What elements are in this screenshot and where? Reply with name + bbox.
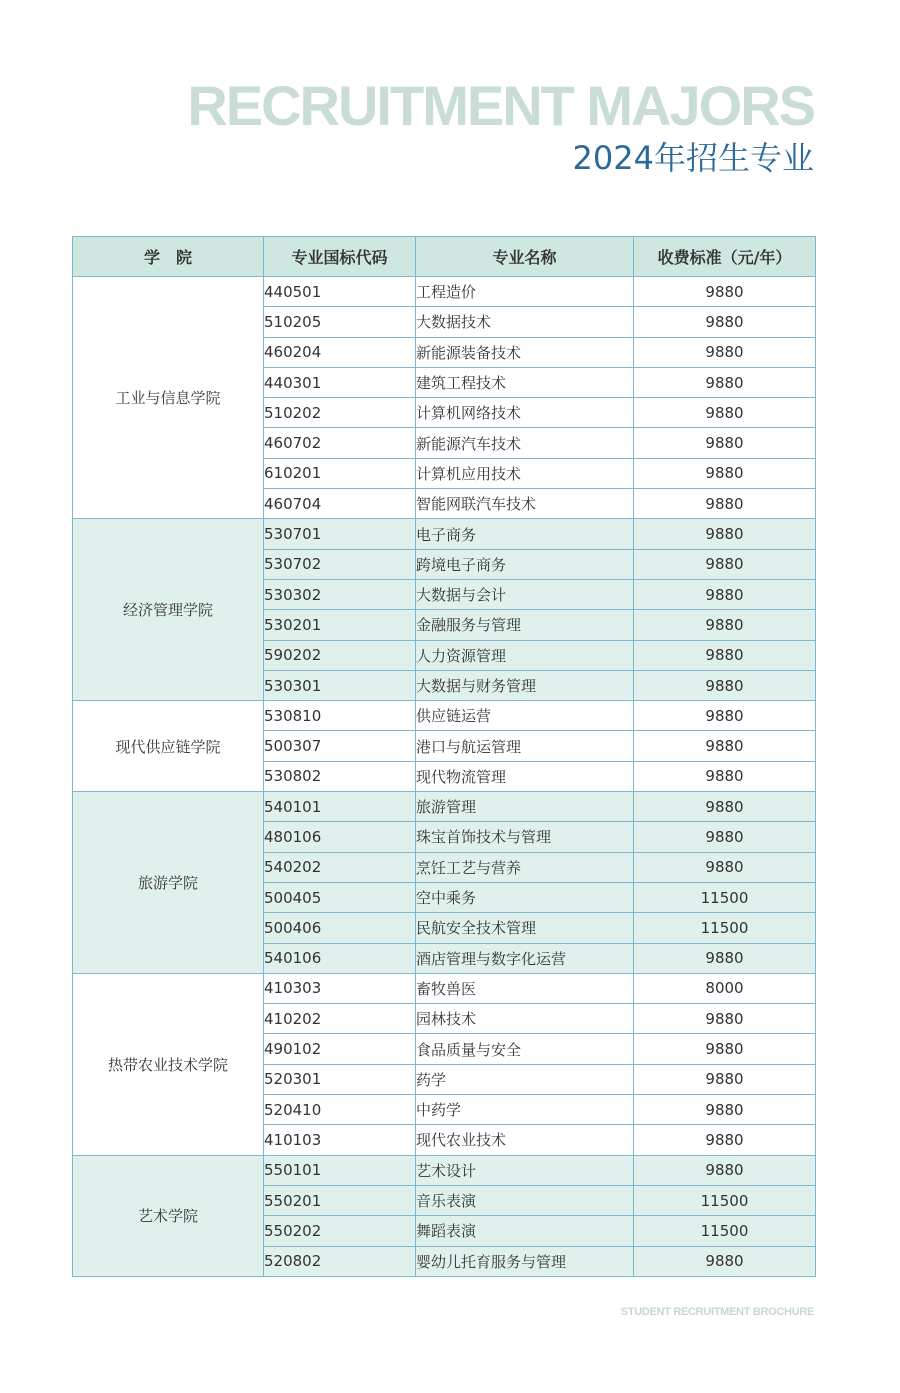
fee-cell: 9880 bbox=[634, 277, 816, 307]
code-cell: 460702 bbox=[264, 428, 416, 458]
code-cell: 500307 bbox=[264, 731, 416, 761]
code-cell: 480106 bbox=[264, 822, 416, 852]
major-name-cell: 港口与航运管理 bbox=[416, 731, 634, 761]
column-header-college: 学 院 bbox=[73, 237, 264, 277]
code-cell: 530701 bbox=[264, 519, 416, 549]
code-cell: 520410 bbox=[264, 1095, 416, 1125]
major-name-cell: 民航安全技术管理 bbox=[416, 913, 634, 943]
code-cell: 550101 bbox=[264, 1155, 416, 1185]
major-name-cell: 烹饪工艺与营养 bbox=[416, 852, 634, 882]
fee-cell: 9880 bbox=[634, 489, 816, 519]
major-name-cell: 大数据与会计 bbox=[416, 579, 634, 609]
major-name-cell: 金融服务与管理 bbox=[416, 610, 634, 640]
major-name-cell: 园林技术 bbox=[416, 1004, 634, 1034]
major-name-cell: 畜牧兽医 bbox=[416, 973, 634, 1003]
fee-cell: 9880 bbox=[634, 307, 816, 337]
major-name-cell: 中药学 bbox=[416, 1095, 634, 1125]
table-body bbox=[73, 277, 816, 1277]
code-cell: 500406 bbox=[264, 913, 416, 943]
fee-cell: 9880 bbox=[634, 670, 816, 700]
code-cell: 530301 bbox=[264, 670, 416, 700]
code-cell: 440501 bbox=[264, 277, 416, 307]
college-cell: 经济管理学院 bbox=[73, 519, 264, 701]
code-cell: 530802 bbox=[264, 761, 416, 791]
code-cell: 530810 bbox=[264, 701, 416, 731]
title-chinese: 2024年招生专业 bbox=[572, 139, 814, 177]
major-name-cell: 舞蹈表演 bbox=[416, 1216, 634, 1246]
footer-brochure-label: STUDENT RECRUITMENT BROCHURE bbox=[620, 1306, 814, 1318]
fee-cell: 8000 bbox=[634, 973, 816, 1003]
major-name-cell: 供应链运营 bbox=[416, 701, 634, 731]
major-name-cell: 工程造价 bbox=[416, 277, 634, 307]
major-name-cell: 食品质量与安全 bbox=[416, 1034, 634, 1064]
code-cell: 410103 bbox=[264, 1125, 416, 1155]
major-name-cell: 酒店管理与数字化运营 bbox=[416, 943, 634, 973]
code-cell: 590202 bbox=[264, 640, 416, 670]
major-name-cell: 空中乘务 bbox=[416, 882, 634, 912]
fee-cell: 9880 bbox=[634, 1125, 816, 1155]
major-name-cell: 计算机网络技术 bbox=[416, 398, 634, 428]
fee-cell: 9880 bbox=[634, 761, 816, 791]
fee-cell: 11500 bbox=[634, 913, 816, 943]
fee-cell: 9880 bbox=[634, 337, 816, 367]
fee-cell: 9880 bbox=[634, 610, 816, 640]
major-name-cell: 珠宝首饰技术与管理 bbox=[416, 822, 634, 852]
code-cell: 410202 bbox=[264, 1004, 416, 1034]
code-cell: 490102 bbox=[264, 1034, 416, 1064]
major-name-cell: 大数据技术 bbox=[416, 307, 634, 337]
code-cell: 550201 bbox=[264, 1185, 416, 1215]
major-name-cell: 音乐表演 bbox=[416, 1185, 634, 1215]
code-cell: 540101 bbox=[264, 792, 416, 822]
code-cell: 410303 bbox=[264, 973, 416, 1003]
major-name-cell: 人力资源管理 bbox=[416, 640, 634, 670]
column-header-code: 专业国标代码 bbox=[264, 237, 416, 277]
code-cell: 550202 bbox=[264, 1216, 416, 1246]
fee-cell: 9880 bbox=[634, 367, 816, 397]
fee-cell: 11500 bbox=[634, 882, 816, 912]
fee-cell: 9880 bbox=[634, 1064, 816, 1094]
major-name-cell: 计算机应用技术 bbox=[416, 458, 634, 488]
major-name-cell: 药学 bbox=[416, 1064, 634, 1094]
major-name-cell: 跨境电子商务 bbox=[416, 549, 634, 579]
table-row bbox=[73, 1155, 816, 1185]
code-cell: 460204 bbox=[264, 337, 416, 367]
fee-cell: 9880 bbox=[634, 852, 816, 882]
code-cell: 530201 bbox=[264, 610, 416, 640]
major-name-cell: 新能源装备技术 bbox=[416, 337, 634, 367]
majors-table bbox=[72, 236, 816, 1277]
code-cell: 460704 bbox=[264, 489, 416, 519]
major-name-cell: 智能网联汽车技术 bbox=[416, 489, 634, 519]
fee-cell: 9880 bbox=[634, 1246, 816, 1276]
code-cell: 540202 bbox=[264, 852, 416, 882]
fee-cell: 9880 bbox=[634, 549, 816, 579]
fee-cell: 11500 bbox=[634, 1185, 816, 1215]
table-header-row bbox=[73, 237, 816, 277]
code-cell: 610201 bbox=[264, 458, 416, 488]
title-english: RECRUITMENT MAJORS bbox=[187, 74, 814, 137]
fee-cell: 9880 bbox=[634, 519, 816, 549]
college-cell: 热带农业技术学院 bbox=[73, 973, 264, 1155]
fee-cell: 9880 bbox=[634, 792, 816, 822]
code-cell: 530302 bbox=[264, 579, 416, 609]
major-name-cell: 建筑工程技术 bbox=[416, 367, 634, 397]
table-row bbox=[73, 792, 816, 822]
table-row bbox=[73, 277, 816, 307]
fee-cell: 9880 bbox=[634, 822, 816, 852]
college-cell: 现代供应链学院 bbox=[73, 701, 264, 792]
college-cell: 艺术学院 bbox=[73, 1155, 264, 1276]
code-cell: 510205 bbox=[264, 307, 416, 337]
college-cell: 工业与信息学院 bbox=[73, 277, 264, 519]
fee-cell: 9880 bbox=[634, 398, 816, 428]
fee-cell: 9880 bbox=[634, 1004, 816, 1034]
fee-cell: 9880 bbox=[634, 701, 816, 731]
code-cell: 520802 bbox=[264, 1246, 416, 1276]
code-cell: 530702 bbox=[264, 549, 416, 579]
code-cell: 540106 bbox=[264, 943, 416, 973]
fee-cell: 9880 bbox=[634, 1034, 816, 1064]
code-cell: 520301 bbox=[264, 1064, 416, 1094]
major-name-cell: 现代农业技术 bbox=[416, 1125, 634, 1155]
fee-cell: 11500 bbox=[634, 1216, 816, 1246]
column-header-fee: 收费标准（元/年） bbox=[634, 237, 816, 277]
fee-cell: 9880 bbox=[634, 943, 816, 973]
fee-cell: 9880 bbox=[634, 1095, 816, 1125]
major-name-cell: 艺术设计 bbox=[416, 1155, 634, 1185]
code-cell: 440301 bbox=[264, 367, 416, 397]
major-name-cell: 电子商务 bbox=[416, 519, 634, 549]
fee-cell: 9880 bbox=[634, 640, 816, 670]
table-row bbox=[73, 701, 816, 731]
major-name-cell: 现代物流管理 bbox=[416, 761, 634, 791]
code-cell: 500405 bbox=[264, 882, 416, 912]
fee-cell: 9880 bbox=[634, 458, 816, 488]
fee-cell: 9880 bbox=[634, 579, 816, 609]
fee-cell: 9880 bbox=[634, 731, 816, 761]
college-cell: 旅游学院 bbox=[73, 792, 264, 974]
column-header-name: 专业名称 bbox=[416, 237, 634, 277]
major-name-cell: 旅游管理 bbox=[416, 792, 634, 822]
fee-cell: 9880 bbox=[634, 428, 816, 458]
major-name-cell: 婴幼儿托育服务与管理 bbox=[416, 1246, 634, 1276]
major-name-cell: 新能源汽车技术 bbox=[416, 428, 634, 458]
fee-cell: 9880 bbox=[634, 1155, 816, 1185]
major-name-cell: 大数据与财务管理 bbox=[416, 670, 634, 700]
table-row bbox=[73, 973, 816, 1003]
code-cell: 510202 bbox=[264, 398, 416, 428]
table-row bbox=[73, 519, 816, 549]
